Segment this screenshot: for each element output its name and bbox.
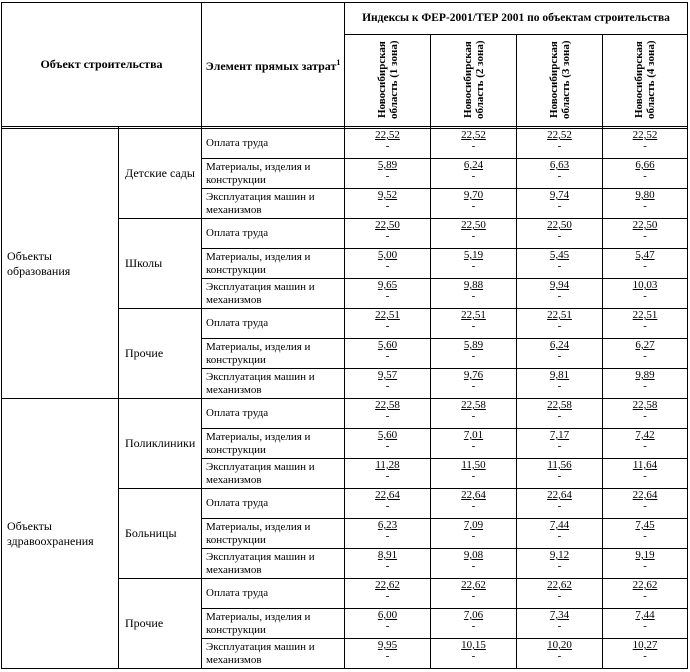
group-name: Объекты образования [2, 129, 119, 399]
subgroup-name: Больницы [119, 489, 202, 579]
index-value: 11,50 [461, 459, 486, 471]
index-cell [517, 369, 603, 399]
dash-value: - [471, 350, 476, 362]
index-cell [431, 459, 517, 489]
region-header-label: Новосибирская область (4 зона) [633, 39, 657, 119]
dash-value: - [643, 500, 647, 512]
element-name: Оплата труда [202, 129, 345, 159]
index-cell [603, 309, 688, 339]
index-value: 22,52 [461, 129, 486, 141]
index-cell [517, 249, 603, 279]
index-cell [603, 249, 688, 279]
index-table [1, 2, 688, 669]
element-name: Материалы, изделия и конструкции [202, 429, 345, 459]
index-cell [345, 489, 431, 519]
region-header-label: Новосибирская область (2 зона) [461, 39, 486, 119]
dash-value: - [643, 140, 647, 152]
dash-value: - [557, 470, 562, 482]
index-value: 10,27 [632, 639, 658, 651]
index-cell [431, 369, 517, 399]
element-name: Оплата труда [202, 489, 345, 519]
element-header-footnote: 1 [336, 58, 341, 67]
dash-value: - [643, 530, 647, 542]
element-name: Оплата труда [202, 309, 345, 339]
dash-value: - [643, 380, 647, 392]
index-value: 7,44 [635, 609, 655, 621]
index-cell [603, 429, 688, 459]
index-title-label: Индексы к ФЕР-2001/ТЕР 2001 по объектам строительства [362, 12, 670, 24]
dash-value: - [385, 320, 390, 332]
index-cell [517, 159, 603, 189]
index-value: 9,12 [549, 549, 570, 561]
index-cell [431, 519, 517, 549]
index-value: 8,91 [377, 549, 398, 561]
dash-value: - [471, 560, 476, 572]
index-cell [517, 459, 603, 489]
dash-value: - [385, 260, 390, 272]
index-cell [603, 159, 688, 189]
index-value: 22,51 [547, 309, 572, 321]
dash-value: - [385, 290, 390, 302]
dash-value: - [385, 170, 390, 182]
dash-value: - [471, 440, 476, 452]
index-cell [517, 519, 603, 549]
table-row [2, 399, 688, 429]
element-header [202, 3, 345, 127]
index-cell [517, 429, 603, 459]
dash-value: - [385, 380, 390, 392]
index-value: 22,50 [632, 219, 658, 231]
index-cell [431, 639, 517, 669]
index-cell [345, 399, 431, 429]
index-value: 22,64 [461, 489, 486, 501]
index-value: 22,50 [547, 219, 572, 231]
index-cell [345, 639, 431, 669]
dash-value: - [471, 290, 476, 302]
index-value: 22,62 [547, 579, 572, 591]
dash-value: - [557, 290, 562, 302]
index-cell [603, 579, 688, 609]
dash-value: - [557, 530, 562, 542]
index-value: 9,80 [635, 189, 655, 201]
dash-value: - [471, 530, 476, 542]
index-value: 7,34 [549, 609, 570, 621]
object-header [2, 3, 202, 127]
index-cell [431, 489, 517, 519]
index-value: 11,56 [547, 459, 572, 471]
index-cell [345, 159, 431, 189]
element-name: Эксплуатация машин и механизмов [202, 459, 345, 489]
dash-value: - [643, 560, 647, 572]
dash-value: - [471, 500, 476, 512]
dash-value: - [385, 470, 390, 482]
region-header [431, 35, 517, 127]
index-cell [345, 189, 431, 219]
region-header [345, 35, 431, 127]
index-value: 22,50 [461, 219, 486, 231]
dash-value: - [385, 650, 390, 662]
index-cell [345, 609, 431, 639]
element-name: Эксплуатация машин и механизмов [202, 369, 345, 399]
index-cell [603, 459, 688, 489]
index-cell [517, 639, 603, 669]
table-body [2, 127, 688, 669]
index-value: 9,88 [463, 279, 484, 291]
dash-value: - [471, 140, 476, 152]
index-cell [603, 279, 688, 309]
index-value: 10,15 [461, 639, 486, 651]
dash-value: - [471, 230, 476, 242]
dash-value: - [471, 410, 476, 422]
index-cell [345, 339, 431, 369]
index-cell [345, 129, 431, 159]
dash-value: - [643, 320, 647, 332]
index-cell [431, 429, 517, 459]
dash-value: - [471, 320, 476, 332]
index-value: 22,64 [375, 489, 400, 501]
index-cell [603, 609, 688, 639]
index-value: 9,94 [549, 279, 570, 291]
dash-value: - [385, 440, 390, 452]
dash-value: - [557, 560, 562, 572]
index-value: 22,58 [632, 399, 658, 411]
index-cell [345, 309, 431, 339]
dash-value: - [557, 230, 562, 242]
table-row [2, 129, 688, 159]
index-title [345, 3, 688, 35]
index-value: 7,45 [635, 519, 655, 531]
dash-value: - [643, 260, 647, 272]
dash-value: - [385, 350, 390, 362]
index-value: 9,74 [549, 189, 570, 201]
index-value: 6,66 [635, 159, 655, 171]
dash-value: - [643, 200, 647, 212]
dash-value: - [643, 230, 647, 242]
index-cell [517, 489, 603, 519]
index-value: 10,03 [632, 279, 658, 291]
index-cell [517, 609, 603, 639]
subgroup-name: Поликлиники [119, 399, 202, 489]
index-cell [345, 279, 431, 309]
index-value: 9,89 [635, 369, 655, 381]
index-value: 22,64 [547, 489, 572, 501]
index-value: 6,27 [635, 339, 655, 351]
index-cell [431, 219, 517, 249]
index-value: 7,06 [463, 609, 484, 621]
index-cell [431, 309, 517, 339]
subgroup-name: Прочие [119, 309, 202, 399]
index-cell [345, 219, 431, 249]
index-cell [345, 429, 431, 459]
index-cell [603, 129, 688, 159]
dash-value: - [471, 650, 476, 662]
index-cell [603, 219, 688, 249]
index-value: 5,45 [549, 249, 570, 261]
dash-value: - [643, 470, 647, 482]
index-value: 6,00 [377, 609, 398, 621]
index-cell [603, 339, 688, 369]
index-cell [431, 579, 517, 609]
dash-value: - [471, 200, 476, 212]
index-cell [345, 249, 431, 279]
index-cell [517, 219, 603, 249]
index-cell [431, 159, 517, 189]
dash-value: - [557, 140, 562, 152]
element-name: Оплата труда [202, 579, 345, 609]
dash-value: - [557, 380, 562, 392]
index-value: 9,70 [463, 189, 484, 201]
index-value: 7,01 [463, 429, 484, 441]
region-header-label: Новосибирская область (3 зона) [547, 39, 572, 119]
index-value: 11,64 [632, 459, 658, 471]
dash-value: - [643, 290, 647, 302]
dash-value: - [471, 170, 476, 182]
element-name: Материалы, изделия и конструкции [202, 609, 345, 639]
dash-value: - [643, 650, 647, 662]
element-name: Материалы, изделия и конструкции [202, 249, 345, 279]
region-header [517, 35, 603, 127]
index-value: 22,51 [375, 309, 400, 321]
index-value: 9,52 [377, 189, 398, 201]
index-value: 22,52 [547, 129, 572, 141]
dash-value: - [557, 500, 562, 512]
index-value: 22,58 [375, 399, 400, 411]
subgroup-name: Детские сады [119, 129, 202, 219]
index-cell [517, 339, 603, 369]
dash-value: - [557, 410, 562, 422]
index-cell [345, 519, 431, 549]
index-value: 22,58 [547, 399, 572, 411]
dash-value: - [557, 260, 562, 272]
dash-value: - [557, 320, 562, 332]
index-value: 6,24 [463, 159, 484, 171]
dash-value: - [557, 590, 562, 602]
index-value: 9,57 [377, 369, 398, 381]
index-value: 11,28 [375, 459, 400, 471]
element-name: Эксплуатация машин и механизмов [202, 189, 345, 219]
subgroup-name: Прочие [119, 579, 202, 669]
dash-value: - [471, 620, 476, 632]
region-header [603, 35, 688, 127]
index-value: 9,95 [377, 639, 398, 651]
index-value: 22,52 [632, 129, 658, 141]
index-cell [517, 579, 603, 609]
element-name: Эксплуатация машин и механизмов [202, 549, 345, 579]
index-cell [603, 519, 688, 549]
index-value: 7,42 [635, 429, 655, 441]
index-value: 6,63 [549, 159, 570, 171]
index-value: 9,19 [635, 549, 655, 561]
element-name: Эксплуатация машин и механизмов [202, 639, 345, 669]
dash-value: - [557, 620, 562, 632]
object-header-label: Объект строительства [40, 57, 163, 71]
index-cell [431, 399, 517, 429]
index-value: 5,19 [463, 249, 484, 261]
index-value: 5,89 [377, 159, 398, 171]
dash-value: - [385, 140, 390, 152]
index-cell [603, 189, 688, 219]
index-cell [517, 399, 603, 429]
dash-value: - [557, 350, 562, 362]
index-cell [603, 489, 688, 519]
dash-value: - [385, 500, 390, 512]
index-value: 22,51 [461, 309, 486, 321]
index-value: 9,65 [377, 279, 398, 291]
index-value: 22,62 [632, 579, 658, 591]
index-value: 22,50 [375, 219, 400, 231]
index-value: 5,60 [377, 339, 398, 351]
index-cell [345, 579, 431, 609]
index-value: 22,64 [632, 489, 658, 501]
dash-value: - [385, 200, 390, 212]
dash-value: - [471, 590, 476, 602]
dash-value: - [557, 440, 562, 452]
element-name: Материалы, изделия и конструкции [202, 339, 345, 369]
index-cell [517, 279, 603, 309]
index-value: 5,60 [377, 429, 398, 441]
index-cell [517, 189, 603, 219]
index-value: 22,58 [461, 399, 486, 411]
index-cell [431, 609, 517, 639]
index-value: 6,24 [549, 339, 570, 351]
index-value: 5,47 [635, 249, 655, 261]
index-value: 7,09 [463, 519, 484, 531]
dash-value: - [471, 260, 476, 272]
index-cell [603, 639, 688, 669]
index-value: 9,76 [463, 369, 484, 381]
element-name: Материалы, изделия и конструкции [202, 159, 345, 189]
index-cell [517, 309, 603, 339]
index-value: 6,23 [377, 519, 398, 531]
element-name: Оплата труда [202, 399, 345, 429]
index-cell [517, 129, 603, 159]
dash-value: - [643, 410, 647, 422]
index-cell [431, 249, 517, 279]
dash-value: - [471, 380, 476, 392]
index-value: 22,62 [461, 579, 486, 591]
index-value: 9,81 [549, 369, 570, 381]
index-value: 7,17 [549, 429, 570, 441]
dash-value: - [643, 440, 647, 452]
element-name: Эксплуатация машин и механизмов [202, 279, 345, 309]
dash-value: - [471, 470, 476, 482]
dash-value: - [385, 590, 390, 602]
index-cell [345, 549, 431, 579]
index-cell [603, 549, 688, 579]
index-value: 10,20 [547, 639, 572, 651]
index-value: 22,62 [375, 579, 400, 591]
index-cell [431, 339, 517, 369]
dash-value: - [557, 170, 562, 182]
dash-value: - [385, 410, 390, 422]
index-cell [517, 549, 603, 579]
index-cell [345, 459, 431, 489]
dash-value: - [385, 560, 390, 572]
index-cell [431, 129, 517, 159]
region-header-label: Новосибирская область (1 зона) [375, 39, 400, 119]
index-cell [603, 369, 688, 399]
index-cell [431, 549, 517, 579]
index-cell [603, 399, 688, 429]
index-value: 22,51 [632, 309, 658, 321]
element-name: Оплата труда [202, 219, 345, 249]
index-cell [431, 279, 517, 309]
dash-value: - [557, 650, 562, 662]
subgroup-name: Школы [119, 219, 202, 309]
element-name: Материалы, изделия и конструкции [202, 519, 345, 549]
index-value: 5,89 [463, 339, 484, 351]
dash-value: - [557, 200, 562, 212]
dash-value: - [385, 230, 390, 242]
index-cell [431, 189, 517, 219]
index-value: 7,44 [549, 519, 570, 531]
dash-value: - [643, 350, 647, 362]
dash-value: - [643, 590, 647, 602]
dash-value: - [385, 530, 390, 542]
index-value: 5,00 [377, 249, 398, 261]
dash-value: - [643, 170, 647, 182]
dash-value: - [643, 620, 647, 632]
index-cell [345, 369, 431, 399]
index-value: 9,08 [463, 549, 484, 561]
dash-value: - [385, 620, 390, 632]
element-header-label: Элемент прямых затрат [205, 59, 337, 73]
group-name: Объекты здравоохранения [2, 399, 119, 669]
index-value: 22,52 [375, 129, 400, 141]
